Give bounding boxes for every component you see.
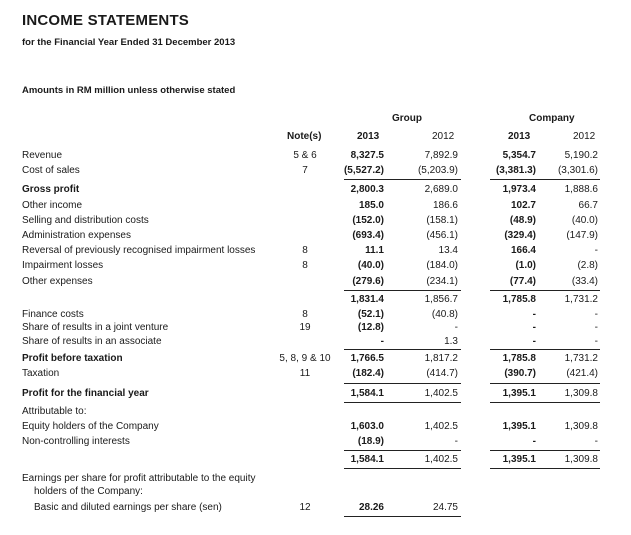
group-2012-value: 1.3 [444,336,458,347]
company-2013-value: 1,785.8 [502,294,536,305]
company-2012-value: (421.4) [566,368,598,379]
group-2013-value: (5,527.2) [343,165,384,176]
company-2012-value: - [594,436,598,447]
company-2013-value: 102.7 [510,200,536,211]
row-note: 12 [299,502,311,513]
company-2012-value: (147.9) [566,230,598,241]
notes-header: Note(s) [287,131,322,142]
row-label: Cost of sales [22,165,80,176]
group-2013-value: 1,831.4 [350,294,384,305]
row-label: Non-controlling interests [22,436,130,447]
rule-nci-group [344,450,461,451]
rule-pbt-group [344,349,461,350]
group-2013-value: 1,766.5 [350,353,384,364]
group-2012-value: 2,689.0 [424,184,458,195]
company-2012-value: - [594,322,598,333]
row-note: 11 [299,368,311,379]
company-2013-value: (390.7) [504,368,536,379]
row-note: 7 [302,165,308,176]
company-2013-value: 1,785.8 [502,353,536,364]
page-subtitle: for the Financial Year Ended 31 December 2013 [22,37,236,48]
company-header: Company [529,113,575,124]
row-non-controlling [0,434,631,450]
group-2012-value: 186.6 [432,200,458,211]
group-2012-value: (414.7) [426,368,458,379]
row-label: Equity holders of the Company [22,421,159,432]
company-2012-value: (40.0) [571,215,598,226]
company-2013-value: 5,354.7 [502,150,536,161]
row-label: Administration expenses [22,230,131,241]
row-note: 8 [302,309,308,320]
row-note: 19 [299,322,311,333]
company-2013-value: 166.4 [510,245,536,256]
rule-total-attr-group [344,468,461,469]
group-2013-value: 1,584.1 [350,454,384,465]
group-2013-value: (52.1) [357,309,384,320]
row-label: Share of results in an associate [22,336,162,347]
company-2013-value: (77.4) [509,276,536,287]
company-2012-value: 1,731.2 [564,353,598,364]
company-2012-value: 1,888.6 [564,184,598,195]
row-revenue [0,148,631,164]
rule-profit-year-group [344,402,461,403]
rule-profit-year-company [490,402,600,403]
page-title: INCOME STATEMENTS [22,12,190,29]
row-label: Earnings per share for profit attributable to the equity [22,473,256,484]
row-associate [0,334,631,350]
group-2013-value: 185.0 [358,200,384,211]
company-2012-value: - [594,336,598,347]
company-2012-value: 66.7 [578,200,598,211]
company-2013-value: - [532,309,536,320]
group-2013-value: (693.4) [352,230,384,241]
rule-taxation-company [490,383,600,384]
group-2013-value: 1,584.1 [350,388,384,399]
group-2012-value: 13.4 [438,245,458,256]
group-2013-value: (182.4) [352,368,384,379]
row-administration [0,228,631,244]
group-2012-value: (158.1) [426,215,458,226]
rule-taxation-group [344,383,461,384]
row-equity-holders [0,419,631,435]
rule-other-expenses-company [490,290,600,291]
group-2012-value: 1,817.2 [424,353,458,364]
company-2012-value: (3,301.6) [557,165,598,176]
row-label: Reversal of previously recognised impairment losses [22,245,256,256]
row-note: 5 & 6 [293,150,317,161]
company-year-prior: 2012 [573,131,596,142]
group-2013-value: 11.1 [365,245,384,256]
rule-cost-of-sales-company [490,179,600,180]
row-label: Revenue [22,150,63,161]
row-taxation [0,366,631,382]
company-2013-value: 1,395.1 [502,388,536,399]
company-2012-value: 1,731.2 [564,294,598,305]
row-label: Profit before taxation [22,353,123,364]
group-2012-value: (456.1) [426,230,458,241]
row-label: Share of results in a joint venture [22,322,169,333]
row-note: 8 [302,260,308,271]
row-subtotal [0,292,631,308]
company-2012-value: - [594,245,598,256]
group-2013-value: (18.9) [357,436,384,447]
row-selling-distribution [0,213,631,229]
group-2013-value: - [380,336,384,347]
group-2012-value: 7,892.9 [424,150,458,161]
rule-other-expenses-group [344,290,461,291]
company-2013-value: (1.0) [515,260,536,271]
company-2012-value: (2.8) [577,260,598,271]
group-year-prior: 2012 [432,131,455,142]
group-2012-value: (234.1) [426,276,458,287]
company-2013-value: - [532,436,536,447]
company-year-current: 2013 [508,131,531,142]
company-2012-value: 1,309.8 [564,454,598,465]
company-2013-value: - [532,336,536,347]
group-2013-value: 2,800.3 [350,184,384,195]
company-2013-value: - [532,322,536,333]
company-2013-value: 1,395.1 [502,454,536,465]
group-year-current: 2013 [357,131,380,142]
row-label: Finance costs [22,309,84,320]
row-attributable-heading [0,404,631,420]
company-2012-value: 1,309.8 [564,421,598,432]
row-reversal-impairment [0,243,631,259]
rule-nci-company [490,450,600,451]
rule-eps-group [344,516,461,517]
row-total-attributable [0,452,631,468]
company-2012-value: 5,190.2 [564,150,598,161]
row-label: Gross profit [22,184,80,195]
row-other-income [0,198,631,214]
company-2013-value: (3,381.3) [495,165,536,176]
row-profit-before-tax [0,351,631,367]
group-2013-value: (279.6) [352,276,384,287]
row-cost-of-sales [0,163,631,179]
row-gross-profit [0,182,631,198]
group-2012-value: (5,203.9) [417,165,458,176]
row-label: Other income [22,200,83,211]
row-label: Attributable to: [22,406,87,417]
row-label: Other expenses [22,276,93,287]
group-2012-value: - [454,436,458,447]
row-eps-heading-2 [0,484,631,500]
row-profit-for-year [0,386,631,402]
group-2013-value: 8,327.5 [350,150,384,161]
company-2013-value: 1,395.1 [502,421,536,432]
group-2012-value: 1,402.5 [424,454,458,465]
rule-pbt-company [490,349,600,350]
group-2013-value: (12.8) [357,322,384,333]
group-2013-value: (152.0) [352,215,384,226]
company-2012-value: 1,309.8 [564,388,598,399]
group-2012-value: - [454,322,458,333]
group-2012-value: (184.0) [426,260,458,271]
company-2012-value: - [594,309,598,320]
group-2013-value: 28.26 [358,502,384,513]
group-header: Group [392,113,422,124]
rule-total-attr-company [490,468,600,469]
row-label: Taxation [22,368,60,379]
row-label: Basic and diluted earnings per share (sen) [34,502,222,513]
company-2013-value: (48.9) [509,215,536,226]
group-2012-value: 1,402.5 [424,421,458,432]
row-note: 5, 8, 9 & 10 [279,353,331,364]
group-2013-value: (40.0) [357,260,384,271]
company-2013-value: (329.4) [504,230,536,241]
group-2012-value: 1,402.5 [424,388,458,399]
row-eps [0,500,631,516]
row-label: Impairment losses [22,260,104,271]
row-note: 8 [302,245,308,256]
company-2012-value: (33.4) [571,276,598,287]
row-other-expenses [0,274,631,290]
row-label: holders of the Company: [34,486,143,497]
company-2013-value: 1,973.4 [502,184,536,195]
row-label: Profit for the financial year [22,388,149,399]
row-label: Selling and distribution costs [22,215,149,226]
group-2012-value: 24.75 [432,502,458,513]
group-2013-value: 1,603.0 [350,421,384,432]
group-2012-value: (40.8) [431,309,458,320]
amounts-note: Amounts in RM million unless otherwise stated [22,85,236,96]
rule-cost-of-sales-group [344,179,461,180]
row-impairment-losses [0,258,631,274]
group-2012-value: 1,856.7 [424,294,458,305]
